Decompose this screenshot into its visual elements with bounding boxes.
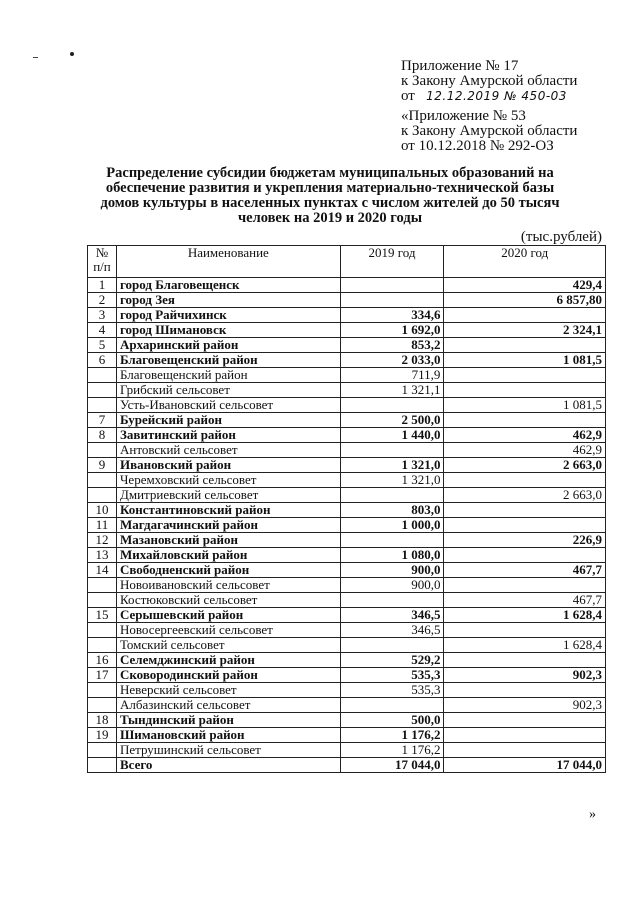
cell-name: Сковородинский район <box>116 668 340 683</box>
cell-2019: 1 176,2 <box>340 728 444 743</box>
cell-2020: 2 324,1 <box>444 323 606 338</box>
cell-number: 15 <box>88 608 117 623</box>
unit-label: (тыс.рублей) <box>520 229 602 245</box>
title-line4: человек на 2019 и 2020 годы <box>237 210 423 226</box>
cell-name: Костюковский сельсовет <box>116 593 340 608</box>
cell-2020: 902,3 <box>444 698 606 713</box>
cell-number: 13 <box>88 548 117 563</box>
cell-2019: 1 321,0 <box>340 473 444 488</box>
cell-name: Неверский сельсовет <box>116 683 340 698</box>
cell-number: 9 <box>88 458 117 473</box>
cell-2019: 334,6 <box>340 308 444 323</box>
cell-name: Магдагачинский район <box>116 518 340 533</box>
cell-number <box>88 623 117 638</box>
col-header-2019: 2019 год <box>340 246 444 278</box>
cell-number <box>88 368 117 383</box>
cell-2019 <box>340 698 444 713</box>
table-row <box>88 668 606 683</box>
cell-number: 12 <box>88 533 117 548</box>
cell-2020: 462,9 <box>444 443 606 458</box>
cell-name: Усть-Ивановский сельсовет <box>116 398 340 413</box>
cell-2019: 711,9 <box>340 368 444 383</box>
cell-name: Архаринский район <box>116 338 340 353</box>
table-row <box>88 278 606 293</box>
table-row <box>88 293 606 308</box>
table-row <box>88 518 606 533</box>
cell-2020: 1 081,5 <box>444 353 606 368</box>
cell-2020 <box>444 578 606 593</box>
table-row <box>88 683 606 698</box>
table-row <box>88 488 606 503</box>
cell-number: 18 <box>88 713 117 728</box>
table-body <box>88 246 606 773</box>
cell-name: город Райчихинск <box>116 308 340 323</box>
cell-number: 8 <box>88 428 117 443</box>
cell-2019: 1 176,2 <box>340 743 444 758</box>
cell-number <box>88 473 117 488</box>
cell-2020: 1 081,5 <box>444 398 606 413</box>
cell-number <box>88 398 117 413</box>
table-row <box>88 698 606 713</box>
cell-number: 10 <box>88 503 117 518</box>
cell-number: 6 <box>88 353 117 368</box>
table-row <box>88 548 606 563</box>
cell-number <box>88 758 117 773</box>
cell-name: Свободненский район <box>116 563 340 578</box>
table-row <box>88 728 606 743</box>
cell-name: Шимановский район <box>116 728 340 743</box>
cell-2019: 346,5 <box>340 623 444 638</box>
cell-2019: 346,5 <box>340 608 444 623</box>
cell-2020: 226,9 <box>444 533 606 548</box>
cell-name: Серышевский район <box>116 608 340 623</box>
handwritten-date-number: 12.12.2019 № 450-03 <box>426 89 567 103</box>
appendix-17-header <box>401 59 577 104</box>
appendix-53-line2: к Закону Амурской области <box>401 123 578 139</box>
cell-number: 19 <box>88 728 117 743</box>
cell-2020 <box>444 743 606 758</box>
table-row <box>88 413 606 428</box>
cell-2020 <box>444 473 606 488</box>
cell-2019: 900,0 <box>340 563 444 578</box>
cell-number <box>88 698 117 713</box>
table-row <box>88 713 606 728</box>
title-line2: обеспечение развития и укрепления материально-технической базы <box>105 180 555 196</box>
cell-name: Антовский сельсовет <box>116 443 340 458</box>
col-header-number: № п/п <box>88 246 117 278</box>
table-row <box>88 608 606 623</box>
cell-2020: 1 628,4 <box>444 608 606 623</box>
cell-2019: 1 692,0 <box>340 323 444 338</box>
title-line3: домов культуры в населенных пунктах с числом жителей до 50 тысяч <box>100 195 560 211</box>
cell-2020 <box>444 548 606 563</box>
cell-number <box>88 443 117 458</box>
table-row <box>88 638 606 653</box>
cell-name: Всего <box>116 758 340 773</box>
cell-2020: 1 628,4 <box>444 638 606 653</box>
cell-2020: 17 044,0 <box>444 758 606 773</box>
cell-name: Томский сельсовет <box>116 638 340 653</box>
document-title <box>80 166 580 226</box>
cell-name: Благовещенский район <box>116 353 340 368</box>
cell-name: Благовещенский район <box>116 368 340 383</box>
table-row <box>88 503 606 518</box>
cell-2019: 1 321,0 <box>340 458 444 473</box>
table-row <box>88 623 606 638</box>
scan-mark-dot <box>70 52 74 56</box>
table-row <box>88 398 606 413</box>
cell-2019 <box>340 488 444 503</box>
cell-name: Константиновский район <box>116 503 340 518</box>
cell-name: Албазинский сельсовет <box>116 698 340 713</box>
cell-2019: 535,3 <box>340 683 444 698</box>
cell-2019: 803,0 <box>340 503 444 518</box>
appendix-53-line1: «Приложение № 53 <box>401 108 526 124</box>
cell-2019 <box>340 278 444 293</box>
cell-2019 <box>340 638 444 653</box>
table-row <box>88 473 606 488</box>
table-row <box>88 743 606 758</box>
cell-2019: 535,3 <box>340 668 444 683</box>
cell-number: 3 <box>88 308 117 323</box>
cell-2020: 467,7 <box>444 563 606 578</box>
cell-2020: 467,7 <box>444 593 606 608</box>
col-header-name: Наименование <box>116 246 340 278</box>
table-row <box>88 323 606 338</box>
cell-name: город Шимановск <box>116 323 340 338</box>
cell-number <box>88 593 117 608</box>
cell-2019: 1 321,1 <box>340 383 444 398</box>
cell-number <box>88 488 117 503</box>
cell-2020: 2 663,0 <box>444 488 606 503</box>
cell-name: Петрушинский сельсовет <box>116 743 340 758</box>
cell-number: 11 <box>88 518 117 533</box>
cell-2019: 1 000,0 <box>340 518 444 533</box>
table-row <box>88 563 606 578</box>
cell-number: 5 <box>88 338 117 353</box>
cell-name: Михайловский район <box>116 548 340 563</box>
cell-2020 <box>444 383 606 398</box>
cell-number <box>88 683 117 698</box>
cell-number: 16 <box>88 653 117 668</box>
table-row <box>88 578 606 593</box>
col-header-2020: 2020 год <box>444 246 606 278</box>
cell-number: 14 <box>88 563 117 578</box>
cell-2020 <box>444 728 606 743</box>
cell-2019: 1 440,0 <box>340 428 444 443</box>
cell-2020 <box>444 653 606 668</box>
table-row <box>88 368 606 383</box>
cell-2020 <box>444 518 606 533</box>
cell-2020 <box>444 368 606 383</box>
subsidy-table <box>87 245 606 773</box>
cell-2020: 6 857,80 <box>444 293 606 308</box>
table-row <box>88 533 606 548</box>
cell-name: Новоивановский сельсовет <box>116 578 340 593</box>
cell-2019 <box>340 293 444 308</box>
cell-2019: 2 500,0 <box>340 413 444 428</box>
cell-2020: 2 663,0 <box>444 458 606 473</box>
cell-name: Мазановский район <box>116 533 340 548</box>
table-row <box>88 758 606 773</box>
cell-name: Бурейский район <box>116 413 340 428</box>
appendix-53-line3: от 10.12.2018 № 292-ОЗ <box>401 138 554 154</box>
cell-2019 <box>340 398 444 413</box>
cell-number: 2 <box>88 293 117 308</box>
cell-number: 17 <box>88 668 117 683</box>
closing-quote: » <box>589 807 596 822</box>
cell-2019: 529,2 <box>340 653 444 668</box>
cell-2020 <box>444 683 606 698</box>
cell-2019: 2 033,0 <box>340 353 444 368</box>
cell-name: Ивановский район <box>116 458 340 473</box>
appendix-53-header <box>401 109 577 154</box>
cell-number: 1 <box>88 278 117 293</box>
cell-name: Черемховский сельсовет <box>116 473 340 488</box>
cell-2020 <box>444 338 606 353</box>
cell-2020 <box>444 413 606 428</box>
cell-2019: 853,2 <box>340 338 444 353</box>
cell-2019: 17 044,0 <box>340 758 444 773</box>
table-row <box>88 383 606 398</box>
table-row <box>88 428 606 443</box>
cell-number: 7 <box>88 413 117 428</box>
cell-2019: 900,0 <box>340 578 444 593</box>
cell-2019 <box>340 443 444 458</box>
appendix-17-line2: к Закону Амурской области <box>401 73 578 89</box>
cell-number <box>88 578 117 593</box>
scan-mark-dash <box>33 57 38 58</box>
cell-number <box>88 743 117 758</box>
cell-2020 <box>444 503 606 518</box>
cell-2019 <box>340 593 444 608</box>
table-row <box>88 593 606 608</box>
cell-name: город Зея <box>116 293 340 308</box>
cell-number: 4 <box>88 323 117 338</box>
cell-2019 <box>340 533 444 548</box>
cell-2020: 429,4 <box>444 278 606 293</box>
table-row <box>88 338 606 353</box>
cell-2020 <box>444 713 606 728</box>
table-row <box>88 308 606 323</box>
cell-2020 <box>444 308 606 323</box>
cell-number <box>88 638 117 653</box>
cell-2020: 902,3 <box>444 668 606 683</box>
cell-name: город Благовещенск <box>116 278 340 293</box>
appendix-17-line1: Приложение № 17 <box>401 58 519 74</box>
appendix-17-line3 <box>401 89 577 104</box>
cell-2019: 500,0 <box>340 713 444 728</box>
table-header-row <box>88 246 606 278</box>
cell-name: Грибский сельсовет <box>116 383 340 398</box>
appendix-17-from: от <box>401 88 415 104</box>
cell-name: Завитинский район <box>116 428 340 443</box>
table-row <box>88 458 606 473</box>
cell-name: Тындинский район <box>116 713 340 728</box>
cell-2020: 462,9 <box>444 428 606 443</box>
table-row <box>88 353 606 368</box>
cell-name: Новосергеевский сельсовет <box>116 623 340 638</box>
table-row <box>88 443 606 458</box>
cell-2020 <box>444 623 606 638</box>
table-row <box>88 653 606 668</box>
title-line1: Распределение субсидии бюджетам муниципальных образований на <box>106 165 554 181</box>
cell-name: Дмитриевский сельсовет <box>116 488 340 503</box>
cell-name: Селемджинский район <box>116 653 340 668</box>
cell-2019: 1 080,0 <box>340 548 444 563</box>
cell-number <box>88 383 117 398</box>
